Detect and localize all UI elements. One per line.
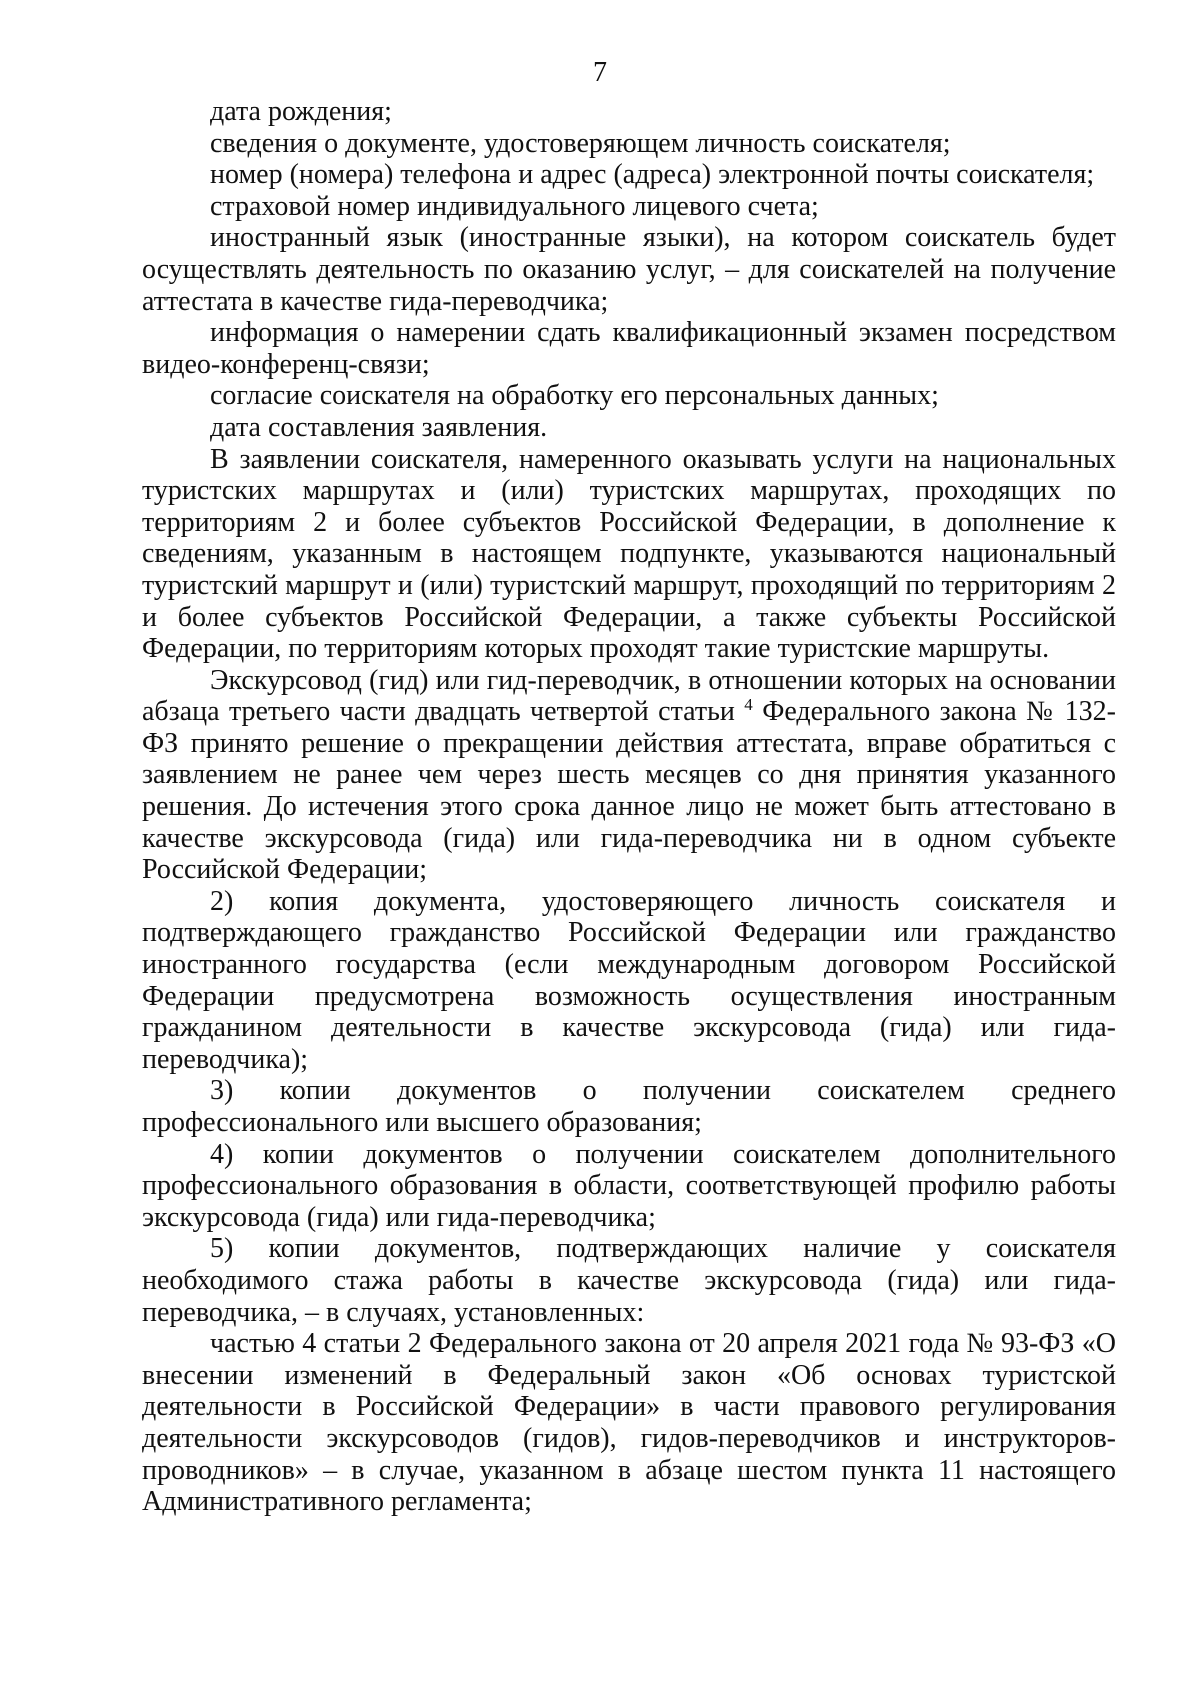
- paragraph-application-date: дата составления заявления.: [210, 411, 548, 443]
- paragraph-identity-document: сведения о документе, удостоверяющем личность соискателя;: [210, 127, 951, 159]
- paragraph-certificate-termination: [142, 665, 1116, 886]
- paragraph-federal-law-93: частью 4 статьи 2 Федерального закона от 20 апреля 2021 года № 93-ФЗ «О внесении изменений в Федеральный закон «Об основах туристской деятельности в Российской Федерации» в части правового регулирования деятельности экскурсоводов (гидов), гидов-переводчиков и инструкторов-проводников» – в случае, указанном в абзаце шестом пункта 11 настоящего Административного регламента;: [142, 1328, 1116, 1518]
- list-item-5: 5) копии документов, подтверждающих наличие у соискателя необходимого стажа работы в качестве экскурсовода (гида) или гида-переводчика, – в случаях, установленных:: [142, 1233, 1116, 1328]
- paragraph-consent: согласие соискателя на обработку его персональных данных;: [210, 380, 939, 412]
- list-item-2: 2) копия документа, удостоверяющего личность соискателя и подтверждающего гражданство Российской Федерации или гражданство иностранного государства (если международным договором Российской Федерации предусмотрена возможность осуществления иностранным гражданином деятельности в качестве экскурсовода (гида) или гида-переводчика);: [142, 885, 1116, 1075]
- document-body: [142, 96, 1116, 1518]
- paragraph-insurance-number: страховой номер индивидуального лицевого счета;: [210, 190, 819, 222]
- article-text-after: Федерального закона № 132-ФЗ принято решение о прекращении действия аттестата, вправе обратиться с заявлением не ранее чем через шесть месяцев со дня принятия указанного решения. До истечения этого срока данное лицо не может быть аттестовано в качестве экскурсовода (гида) или гида-переводчика ни в одном субъекте Российской Федерации;: [142, 696, 1116, 886]
- page-number: 7: [593, 57, 607, 88]
- paragraph-foreign-language: иностранный язык (иностранные языки), на котором соискатель будет осуществлять деятельность по оказанию услуг, – для соискателей на получение аттестата в качестве гида-переводчика;: [142, 222, 1116, 317]
- paragraph-birth-date: дата рождения;: [210, 96, 392, 127]
- paragraph-video-conference: информация о намерении сдать квалификационный экзамен посредством видео-конференц-связи;: [142, 317, 1116, 380]
- paragraph-phone-email: номер (номера) телефона и адрес (адреса) электронной почты соискателя;: [210, 159, 1095, 191]
- article-superscript: 4: [744, 695, 753, 715]
- list-item-3: 3) копии документов о получении соискателем среднего профессионального или высшего образования;: [142, 1075, 1116, 1138]
- paragraph-tourist-routes: В заявлении соискателя, намеренного оказывать услуги на национальных туристских маршрутах и (или) туристских маршрутах, проходящих по территориям 2 и более субъектов Российской Федерации, в дополнение к сведениям, указанным в настоящем подпункте, указываются национальный туристский маршрут и (или) туристский маршрут, проходящий по территориям 2 и более субъектов Российской Федерации, а также субъекты Российской Федерации, по территориям которых проходят такие туристские маршруты.: [142, 443, 1116, 665]
- list-item-4: 4) копии документов о получении соискателем дополнительного профессионального образования в области, соответствующей профилю работы экскурсовода (гида) или гида-переводчика;: [142, 1138, 1116, 1233]
- article-text-before: Экскурсовод (гид) или гид-переводчик, в отношении которых на основании абзаца третьего части двадцать четвертой статьи: [142, 664, 1116, 728]
